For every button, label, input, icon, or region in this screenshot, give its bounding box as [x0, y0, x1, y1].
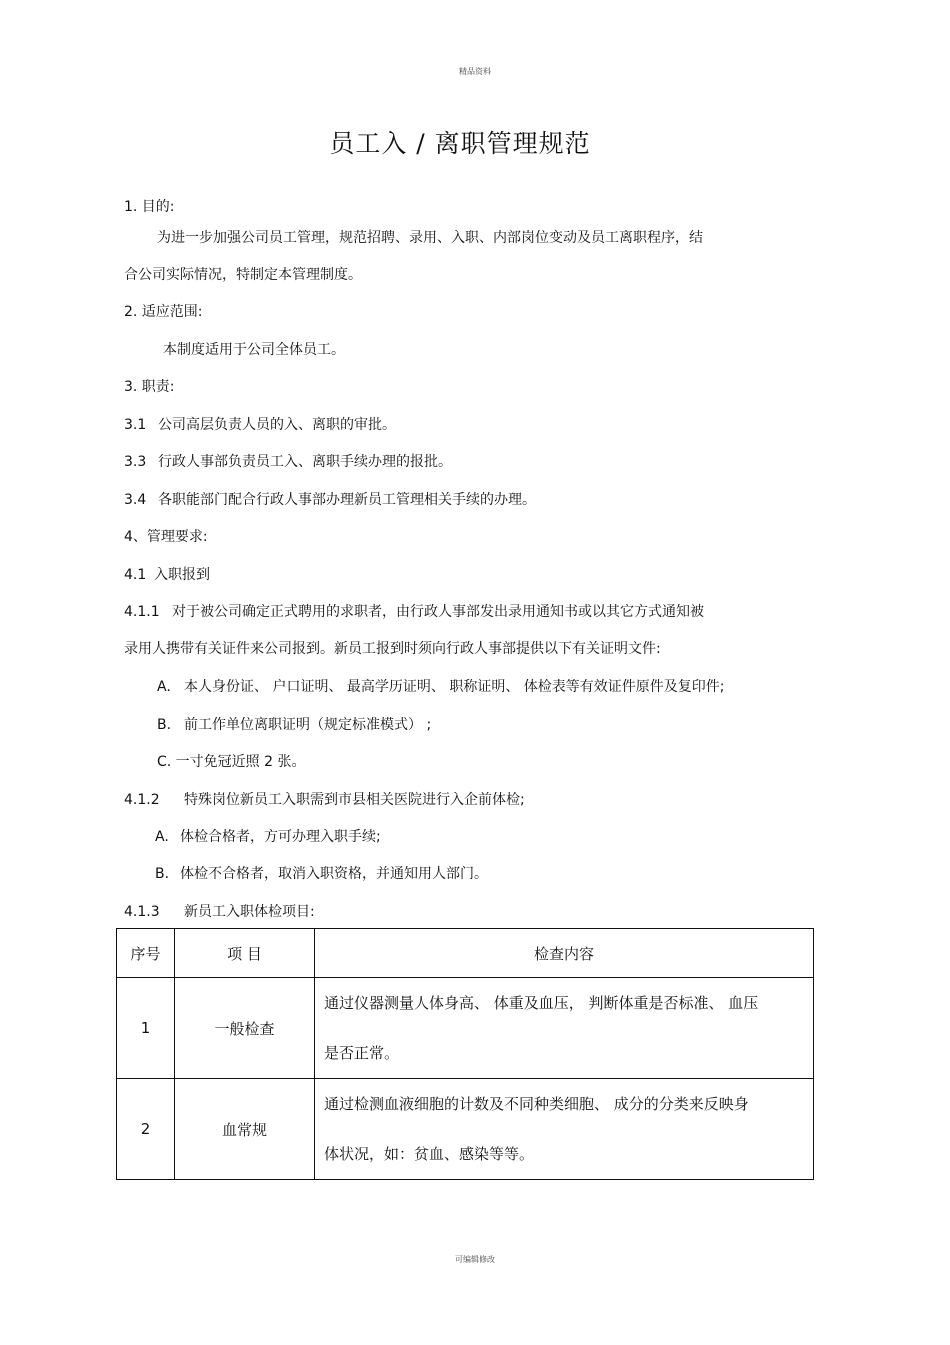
section-3-1-text: 公司高层负责人员的入、离职的审批。 [158, 417, 396, 433]
table-cell-content-line: 是否正常。 [324, 1044, 400, 1062]
medical-exam-table [116, 928, 814, 1180]
exam-item-a-label: A. [155, 829, 169, 845]
table-cell-content [315, 978, 814, 1079]
section-3-4 [124, 491, 536, 509]
section-4-1-2-text: 特殊岗位新员工入职需到市县相关医院进行入企前体检; [184, 792, 525, 808]
section-4-1-3-number: 4.1.3 [124, 904, 160, 920]
table-row [117, 1079, 814, 1180]
section-1-text-line2: 合公司实际情况，特制定本管理制度。 [124, 267, 362, 283]
table-cell-content-line: 通过仪器测量人体身高、 体重及血压， 判断体重是否标准、 血压 [324, 994, 759, 1012]
table-cell-item: 一般检查 [175, 978, 315, 1079]
section-4-1-1-line1: 对于被公司确定正式聘用的求职者，由行政人事部发出录用通知书或以其它方式通知被 [172, 604, 704, 620]
table-header-cell: 检查内容 [315, 929, 814, 978]
section-3-4-text: 各职能部门配合行政人事部办理新员工管理相关手续的办理。 [158, 492, 536, 508]
section-4-1-2-number: 4.1.2 [124, 792, 160, 808]
section-3-3-number: 3.3 [124, 454, 147, 470]
exam-item-a [155, 828, 381, 846]
header-note: 精品资料 [459, 67, 491, 76]
table-header-cell: 序号 [117, 929, 175, 978]
section-4-1-3 [124, 903, 315, 921]
list-item-a-text: 本人身份证、 户口证明、 最高学历证明、 职称证明、 体检表等有效证件原件及复印件; [184, 679, 725, 695]
list-item-a-label: A. [157, 679, 171, 695]
section-4-1-1-line2: 录用人携带有关证件来公司报到。新员工报到时须向行政人事部提供以下有关证明文件: [124, 641, 661, 657]
table-cell-item: 血常规 [175, 1079, 315, 1180]
section-4-1-1-number: 4.1.1 [124, 604, 160, 620]
exam-item-b-text: 体检不合格者，取消入职资格，并通知用人部门。 [180, 866, 488, 882]
section-1-text-line1: 为进一步加强公司员工管理，规范招聘、录用、入职、内部岗位变动及员工离职程序，结 [157, 230, 703, 246]
section-4-1 [124, 566, 210, 584]
table-cell-no: 2 [117, 1079, 175, 1180]
list-item-b-text: 前工作单位离职证明（规定标准模式） ; [184, 717, 432, 733]
table-row [117, 978, 814, 1079]
list-item-a [157, 678, 725, 696]
table-cell-content-line: 体状况，如：贫血、感染等等。 [324, 1145, 535, 1163]
table-cell-content-line: 通过检测血液细胞的计数及不同种类细胞、 成分的分类来反映身 [324, 1095, 749, 1113]
section-2-text: 本制度适用于公司全体员工。 [163, 342, 345, 358]
section-4-1-number: 4.1 [124, 567, 147, 583]
section-3-heading: 3. 职责: [124, 379, 175, 395]
list-item-b [157, 716, 431, 734]
table-header-row [117, 929, 814, 978]
section-3-4-number: 3.4 [124, 492, 147, 508]
section-4-1-3-text: 新员工入职体检项目: [184, 904, 315, 920]
section-4-1-2 [124, 791, 525, 809]
section-1-heading: 1. 目的: [124, 199, 175, 215]
exam-item-b [155, 865, 488, 883]
exam-item-a-text: 体检合格者，方可办理入职手续; [180, 829, 381, 845]
table-cell-no: 1 [117, 978, 175, 1079]
footer-note: 可编辑修改 [455, 1255, 495, 1264]
section-4-1-1 [124, 603, 704, 621]
section-3-3 [124, 453, 452, 471]
table-cell-content [315, 1079, 814, 1180]
section-3-1 [124, 416, 396, 434]
section-4-heading: 4、管理要求: [124, 529, 208, 545]
section-4-1-text: 入职报到 [154, 567, 210, 583]
section-3-3-text: 行政人事部负责员工入、离职手续办理的报批。 [158, 454, 452, 470]
document-title: 员工入 / 离职管理规范 [329, 129, 591, 158]
section-2-heading: 2. 适应范围: [124, 304, 203, 320]
exam-item-b-label: B. [155, 866, 170, 882]
list-item-c: C. 一寸免冠近照 2 张。 [157, 754, 306, 770]
table-header-cell: 项 目 [175, 929, 315, 978]
list-item-b-label: B. [157, 717, 172, 733]
section-3-1-number: 3.1 [124, 417, 147, 433]
